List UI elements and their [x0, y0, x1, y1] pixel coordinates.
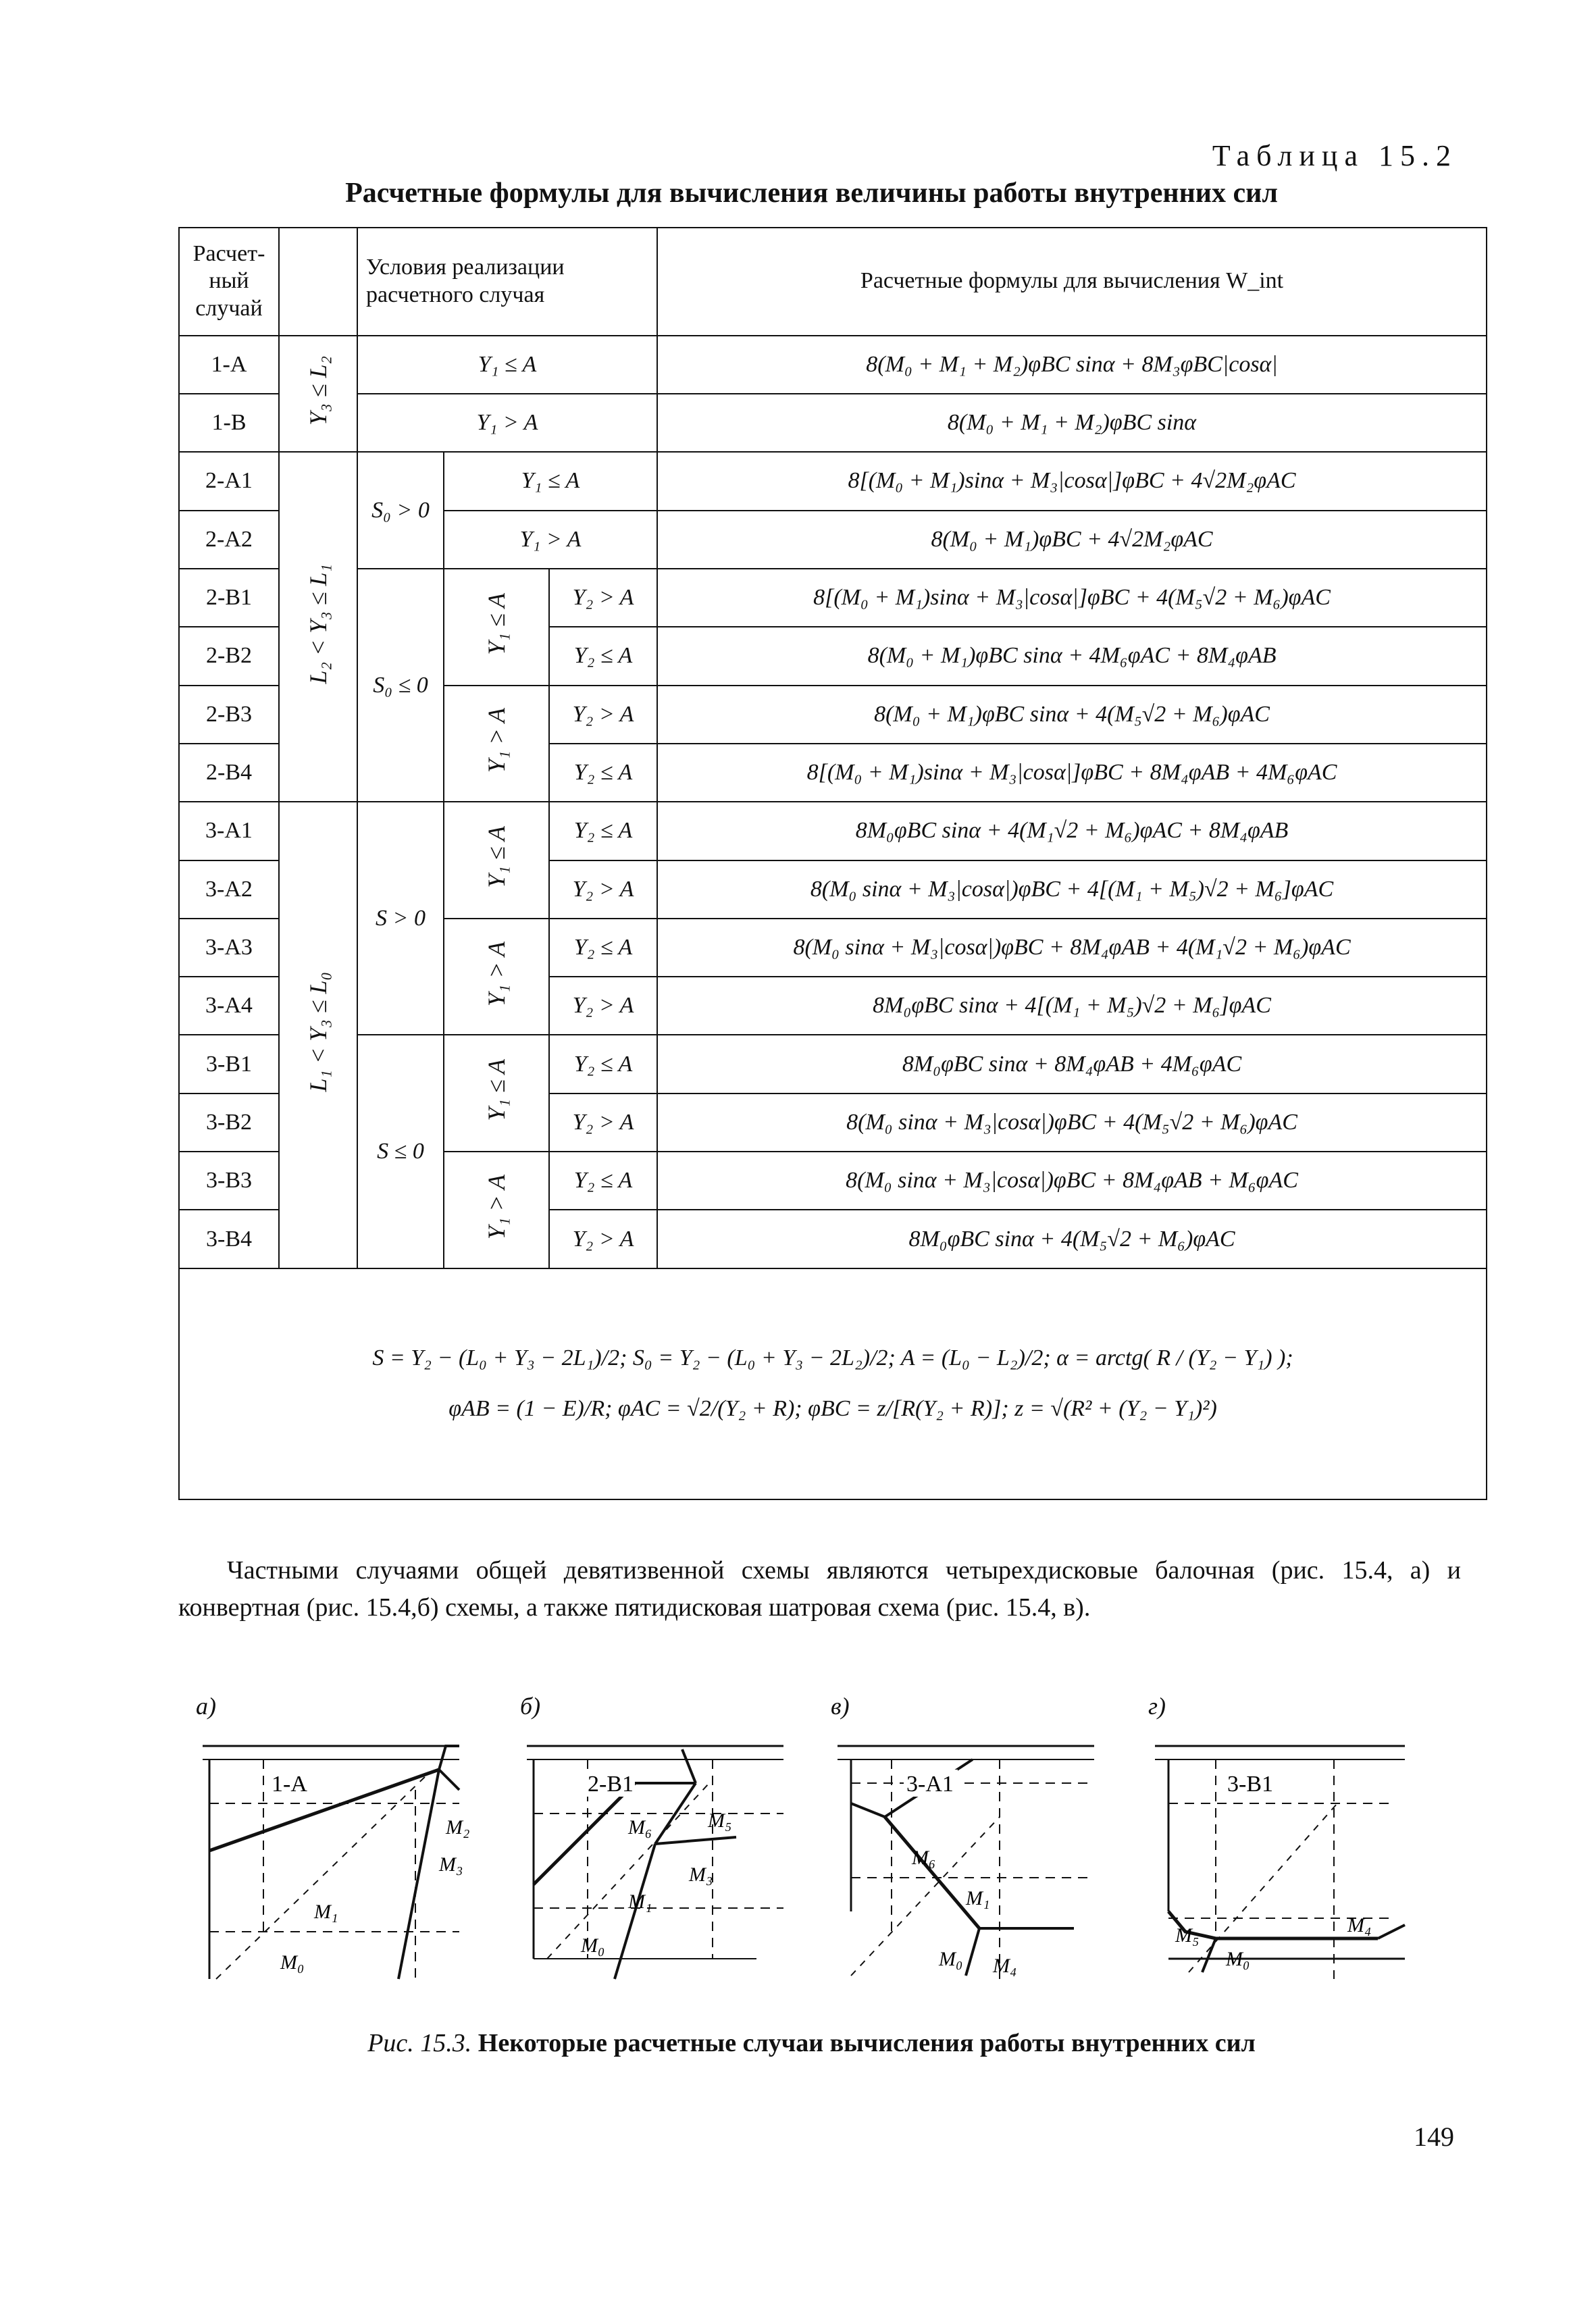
formula-cell: 8(M₀ sinα + M₃|cosα|)φBC + 4[(M₁ + M₅)√2 + M₆]φAC	[657, 860, 1487, 919]
case-cell: 2-В3	[179, 686, 279, 744]
moment-label: M₃	[689, 1863, 713, 1886]
figure-letter: г)	[1148, 1693, 1166, 1720]
footer-definitions	[179, 1268, 1487, 1499]
figure-a	[196, 1693, 470, 1992]
table-caption: Расчетные формулы для вычисления величины работы внутренних сил	[345, 178, 1278, 209]
moment-label: M₂	[446, 1816, 470, 1839]
condition-cell: Y₂ > A	[549, 569, 657, 627]
footer-line-1: S = Y₂ − (L₀ + Y₃ − 2L₁)/2; S₀ = Y₂ − (L₀ + Y₃ − 2L₂)/2; A = (L₀ − L₂)/2; α = arctg( R / (Y₂ − Y₁) );	[372, 1345, 1293, 1371]
moment-label: M₁	[628, 1891, 652, 1913]
condition-cell: Y₁ ≤ A	[444, 452, 657, 510]
figure-c-drawing	[831, 1709, 1101, 1992]
formula-cell: 8M₀φBC sinα + 8M₄φAB + 4M₆φAC	[657, 1035, 1487, 1093]
y1-condition: Y₁ > A	[483, 1174, 510, 1239]
y1-condition: Y₁ ≤ A	[483, 592, 510, 655]
condition-cell: Y₂ > A	[549, 1210, 657, 1268]
formula-cell: 8(M₀ sinα + M₃|cosα|)φBC + 8M₄φAB + M₆φAC	[657, 1152, 1487, 1210]
case-cell: 1-В	[179, 394, 279, 452]
case-cell: 3-В4	[179, 1210, 279, 1268]
formula-cell: 8[(M₀ + M₁)sinα + M₃|cosα|]φBC + 8M₄φAB + 4M₆φAC	[657, 744, 1487, 802]
condition-cell: Y₂ > A	[549, 1094, 657, 1152]
moment-label: M₀	[1226, 1948, 1250, 1970]
group-label: L₁ < Y₃ ≤ L₀	[305, 972, 332, 1092]
figure-d-drawing	[1148, 1709, 1418, 1992]
case-cell: 3-В3	[179, 1152, 279, 1210]
header-formula: Расчетные формулы для вычисления W_int	[657, 228, 1487, 336]
body-paragraph: Частными случаями общей девятизвенной схемы являются четырехдисковые балочная (рис. 15.4, а) и конвертная (рис. 15.4,б) схемы, а также пятидисковая шатровая схема (рис. 15.4, в).	[178, 1556, 1461, 1622]
footer-line-2: φAB = (1 − E)/R; φAC = √2/(Y₂ + R); φBC = z/[R(Y₂ + R)]; z = √(R² + (Y₂ − Y₁)²)	[448, 1395, 1217, 1421]
condition-cell: Y₁ > A	[357, 394, 657, 452]
s-condition: S ≤ 0	[357, 1035, 444, 1268]
y1-condition: Y₁ > A	[483, 941, 510, 1006]
case-cell: 2-В2	[179, 627, 279, 685]
moment-label: M₀	[280, 1951, 305, 1974]
header-case: Расчет-ный случай	[179, 228, 279, 336]
condition-cell: Y₂ > A	[549, 860, 657, 919]
formula-cell: 8(M₀ sinα + M₃|cosα|)φBC + 4(M₅√2 + M₆)φAC	[657, 1094, 1487, 1152]
condition-cell: Y₂ ≤ A	[549, 802, 657, 860]
formula-cell: 8M₀φBC sinα + 4[(M₁ + M₅)√2 + M₆]φAC	[657, 977, 1487, 1035]
formula-cell: 8(M₀ + M₁)φBC + 4√2M₂φAC	[657, 511, 1487, 569]
group-label: Y₃ ≤ L₂	[305, 356, 332, 426]
moment-label: M₅	[1175, 1924, 1200, 1947]
moment-label: M₁	[314, 1901, 338, 1923]
formula-cell: 8(M₀ sinα + M₃|cosα|)φBC + 8M₄φAB + 4(M₁√2 + M₆)φAC	[657, 919, 1487, 977]
y1-condition: Y₁ > A	[483, 708, 510, 773]
figure-letter: в)	[831, 1693, 850, 1720]
case-cell: 2-А2	[179, 511, 279, 569]
formula-cell: 8(M₀ + M₁)φBC sinα + 4(M₅√2 + M₆)φAC	[657, 686, 1487, 744]
header-conditions: Условия реализации расчетного случая	[357, 228, 657, 336]
moment-label: M₁	[966, 1887, 990, 1909]
s-condition: S₀ ≤ 0	[357, 569, 444, 802]
condition-cell: Y₂ > A	[549, 977, 657, 1035]
moment-label: M₄	[993, 1955, 1017, 1977]
condition-cell: Y₂ ≤ A	[549, 744, 657, 802]
moment-label: M₆	[912, 1847, 936, 1869]
condition-cell: Y₂ ≤ A	[549, 627, 657, 685]
formulas-table	[178, 227, 1487, 1500]
case-cell: 3-А1	[179, 802, 279, 860]
moment-label: M₅	[708, 1809, 732, 1832]
y1-condition: Y₁ ≤ A	[483, 826, 510, 888]
figure-a-drawing	[196, 1709, 470, 1992]
figure-label: 3-А1	[906, 1772, 954, 1797]
moment-label: M₃	[439, 1853, 463, 1876]
formula-cell: 8M₀φBC sinα + 4(M₁√2 + M₆)φAC + 8M₄φAB	[657, 802, 1487, 860]
case-cell: 2-В4	[179, 744, 279, 802]
formula-cell: 8[(M₀ + M₁)sinα + M₃|cosα|]φBC + 4√2M₂φAC	[657, 452, 1487, 510]
case-cell: 3-В1	[179, 1035, 279, 1093]
s-condition: S > 0	[357, 802, 444, 1035]
condition-cell: Y₁ > A	[444, 511, 657, 569]
figure-letter: б)	[520, 1693, 541, 1720]
figure-label: 1-А	[272, 1772, 307, 1797]
moment-label: M₀	[581, 1934, 605, 1957]
y1-condition: Y₁ ≤ A	[483, 1059, 510, 1122]
moment-label: M₀	[939, 1948, 963, 1970]
table-label: Таблица 15.2	[1212, 139, 1458, 172]
figure-label: 2-В1	[588, 1772, 634, 1797]
case-cell: 3-А2	[179, 860, 279, 919]
figure-caption-text: Некоторые расчетные случаи вычисления работы внутренних сил	[478, 2029, 1256, 2057]
figure-c	[831, 1693, 1101, 1992]
moment-label: M₆	[628, 1816, 652, 1839]
case-cell: 3-А3	[179, 919, 279, 977]
figure-caption	[0, 2028, 1596, 2058]
condition-cell: Y₂ ≤ A	[549, 1152, 657, 1210]
figure-d	[1148, 1693, 1418, 1992]
formula-cell: 8(M₀ + M₁ + M₂)φBC sinα	[657, 394, 1487, 452]
figure-b	[520, 1693, 790, 1992]
figure-b-drawing	[520, 1709, 790, 1992]
condition-cell: Y₂ ≤ A	[549, 919, 657, 977]
s-condition: S₀ > 0	[357, 452, 444, 569]
formula-cell: 8(M₀ + M₁ + M₂)φBC sinα + 8M₃φBC|cosα|	[657, 336, 1487, 394]
condition-cell: Y₁ ≤ A	[357, 336, 657, 394]
group-label: L₂ < Y₃ ≤ L₁	[305, 563, 332, 684]
case-cell: 1-А	[179, 336, 279, 394]
case-cell: 3-А4	[179, 977, 279, 1035]
condition-cell: Y₂ > A	[549, 686, 657, 744]
case-cell: 3-В2	[179, 1094, 279, 1152]
formula-cell: 8[(M₀ + M₁)sinα + M₃|cosα|]φBC + 4(M₅√2 + M₆)φAC	[657, 569, 1487, 627]
figure-label: 3-В1	[1227, 1772, 1273, 1797]
figure-caption-number: Рис. 15.3.	[367, 2029, 472, 2057]
condition-cell: Y₂ ≤ A	[549, 1035, 657, 1093]
page-number: 149	[1414, 2122, 1454, 2152]
moment-label: M₄	[1347, 1914, 1372, 1936]
figure-letter: а)	[196, 1693, 216, 1720]
formula-cell: 8M₀φBC sinα + 4(M₅√2 + M₆)φAC	[657, 1210, 1487, 1268]
case-cell: 2-А1	[179, 452, 279, 510]
case-cell: 2-В1	[179, 569, 279, 627]
formula-cell: 8(M₀ + M₁)φBC sinα + 4M₆φAC + 8M₄φAB	[657, 627, 1487, 685]
